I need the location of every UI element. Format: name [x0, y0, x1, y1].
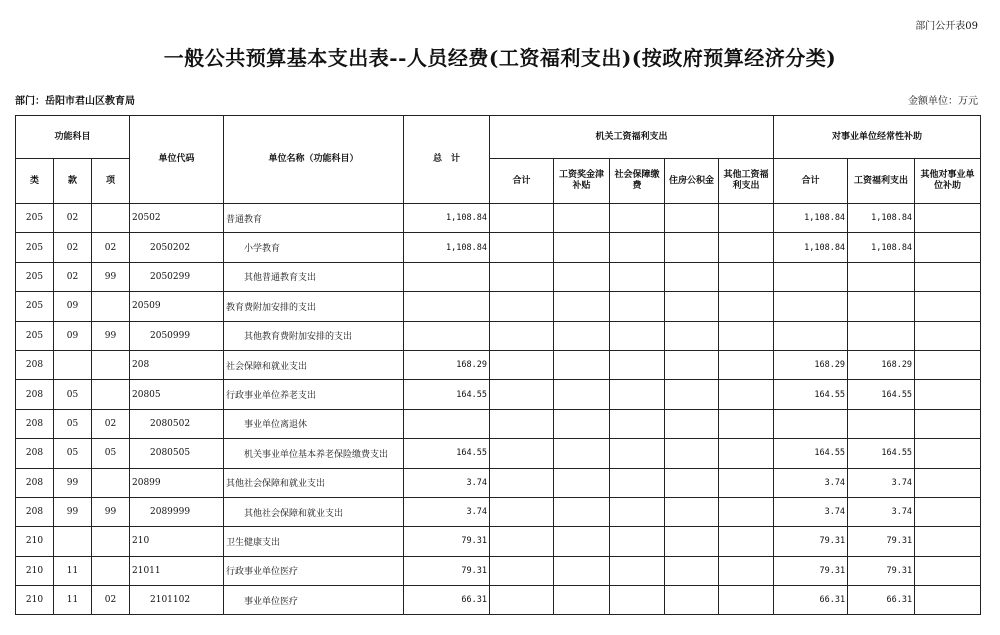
cell-kuan [54, 527, 92, 556]
cell-kuan: 02 [54, 204, 92, 233]
cell-org-housing [665, 380, 719, 409]
cell-kuan: 11 [54, 556, 92, 585]
cell-xiang: 99 [92, 321, 130, 350]
cell-inst-subtotal [774, 262, 848, 291]
cell-kuan: 99 [54, 468, 92, 497]
col-total: 总 计 [404, 116, 490, 204]
cell-kuan: 99 [54, 497, 92, 526]
cell-inst-wage: 164.55 [848, 439, 915, 468]
cell-total: 66.31 [404, 586, 490, 615]
cell-unit-code: 20509 [130, 292, 224, 321]
cell-unit-name: 其他社会保障和就业支出 [224, 468, 404, 497]
table-row [16, 233, 981, 262]
cell-xiang: 05 [92, 439, 130, 468]
table-row [16, 439, 981, 468]
cell-org-housing [665, 233, 719, 262]
cell-kuan [54, 350, 92, 379]
col-func-subject: 功能科目 [16, 116, 130, 159]
cell-inst-subtotal: 3.74 [774, 468, 848, 497]
cell-org-social [610, 292, 665, 321]
cell-org-social [610, 527, 665, 556]
cell-total: 168.29 [404, 350, 490, 379]
cell-org-social [610, 350, 665, 379]
col-inst-other: 其他对事业单位补助 [915, 159, 981, 204]
cell-kuan: 05 [54, 380, 92, 409]
cell-xiang: 99 [92, 497, 130, 526]
cell-unit-code: 2089999 [130, 497, 224, 526]
cell-inst-subtotal: 168.29 [774, 350, 848, 379]
cell-org-bonus [554, 321, 610, 350]
page-title: 一般公共预算基本支出表--人员经费(工资福利支出)(按政府预算经济分类) [163, 46, 837, 70]
budget-table [15, 115, 981, 615]
cell-lei: 210 [16, 556, 54, 585]
cell-org-subtotal [490, 497, 554, 526]
cell-lei: 210 [16, 586, 54, 615]
cell-kuan: 05 [54, 439, 92, 468]
cell-inst-subtotal: 164.55 [774, 380, 848, 409]
cell-xiang [92, 380, 130, 409]
cell-inst-wage: 66.31 [848, 586, 915, 615]
table-row [16, 409, 981, 438]
cell-xiang: 99 [92, 262, 130, 291]
cell-lei: 208 [16, 497, 54, 526]
cell-org-subtotal [490, 292, 554, 321]
table-row [16, 527, 981, 556]
cell-unit-code: 21011 [130, 556, 224, 585]
cell-inst-other [915, 321, 981, 350]
cell-inst-other [915, 233, 981, 262]
cell-lei: 205 [16, 292, 54, 321]
cell-org-subtotal [490, 321, 554, 350]
cell-org-bonus [554, 350, 610, 379]
cell-inst-other [915, 350, 981, 379]
cell-inst-other [915, 380, 981, 409]
table-row [16, 262, 981, 291]
cell-org-social [610, 321, 665, 350]
form-number: 部门公开表09 [915, 21, 978, 32]
cell-total: 164.55 [404, 380, 490, 409]
cell-unit-name: 其他社会保障和就业支出 [224, 497, 404, 526]
cell-kuan: 11 [54, 586, 92, 615]
table-row [16, 380, 981, 409]
cell-inst-wage [848, 321, 915, 350]
cell-inst-wage: 168.29 [848, 350, 915, 379]
cell-org-subtotal [490, 262, 554, 291]
col-unit-code: 单位代码 [130, 116, 224, 204]
table-row [16, 497, 981, 526]
cell-org-housing [665, 497, 719, 526]
cell-org-subtotal [490, 468, 554, 497]
cell-unit-name: 小学教育 [224, 233, 404, 262]
cell-inst-wage: 1,108.84 [848, 233, 915, 262]
cell-xiang: 02 [92, 586, 130, 615]
cell-org-bonus [554, 380, 610, 409]
cell-total: 164.55 [404, 439, 490, 468]
col-unit-name: 单位名称（功能科目） [224, 116, 404, 204]
cell-org-other [719, 586, 774, 615]
col-org-group: 机关工资福利支出 [490, 116, 774, 159]
table-row [16, 350, 981, 379]
cell-org-bonus [554, 527, 610, 556]
cell-inst-wage: 164.55 [848, 380, 915, 409]
cell-unit-name: 事业单位离退休 [224, 409, 404, 438]
cell-org-subtotal [490, 439, 554, 468]
cell-unit-code: 2050999 [130, 321, 224, 350]
cell-inst-subtotal: 79.31 [774, 527, 848, 556]
cell-unit-name: 机关事业单位基本养老保险缴费支出 [224, 439, 404, 468]
cell-org-housing [665, 262, 719, 291]
cell-org-subtotal [490, 380, 554, 409]
cell-unit-code: 20899 [130, 468, 224, 497]
cell-unit-name: 教育费附加安排的支出 [224, 292, 404, 321]
cell-lei: 205 [16, 262, 54, 291]
cell-total [404, 409, 490, 438]
cell-xiang [92, 350, 130, 379]
cell-unit-code: 2101102 [130, 586, 224, 615]
cell-xiang [92, 292, 130, 321]
cell-inst-subtotal: 66.31 [774, 586, 848, 615]
cell-org-other [719, 233, 774, 262]
cell-unit-code: 20502 [130, 204, 224, 233]
cell-unit-code: 208 [130, 350, 224, 379]
cell-kuan: 09 [54, 292, 92, 321]
cell-kuan: 02 [54, 233, 92, 262]
cell-org-housing [665, 586, 719, 615]
cell-inst-subtotal [774, 321, 848, 350]
cell-org-housing [665, 292, 719, 321]
cell-lei: 208 [16, 380, 54, 409]
cell-inst-wage [848, 292, 915, 321]
cell-org-social [610, 262, 665, 291]
col-lei: 类 [16, 159, 54, 204]
cell-unit-code: 2080502 [130, 409, 224, 438]
cell-org-subtotal [490, 204, 554, 233]
table-row [16, 204, 981, 233]
col-kuan: 款 [54, 159, 92, 204]
table-body [16, 204, 981, 615]
cell-unit-name: 行政事业单位医疗 [224, 556, 404, 585]
cell-org-social [610, 586, 665, 615]
cell-inst-wage: 3.74 [848, 468, 915, 497]
cell-inst-other [915, 468, 981, 497]
amount-unit-label: 金额单位：万元 [908, 96, 978, 107]
cell-org-subtotal [490, 527, 554, 556]
cell-inst-subtotal: 1,108.84 [774, 204, 848, 233]
cell-org-social [610, 204, 665, 233]
table-row [16, 586, 981, 615]
col-org-bonus: 工资奖金津补贴 [554, 159, 610, 204]
cell-lei: 208 [16, 409, 54, 438]
cell-inst-other [915, 409, 981, 438]
cell-xiang [92, 556, 130, 585]
cell-org-other [719, 468, 774, 497]
cell-lei: 208 [16, 468, 54, 497]
cell-org-social [610, 439, 665, 468]
table-row [16, 556, 981, 585]
cell-inst-other [915, 204, 981, 233]
cell-org-other [719, 292, 774, 321]
col-org-subtotal: 合计 [490, 159, 554, 204]
cell-inst-other [915, 586, 981, 615]
cell-unit-name: 其他教育费附加安排的支出 [224, 321, 404, 350]
cell-total [404, 262, 490, 291]
cell-org-other [719, 556, 774, 585]
cell-org-housing [665, 321, 719, 350]
cell-org-social [610, 233, 665, 262]
table-row [16, 468, 981, 497]
cell-org-bonus [554, 233, 610, 262]
cell-inst-subtotal: 164.55 [774, 439, 848, 468]
cell-unit-code: 2080505 [130, 439, 224, 468]
cell-xiang [92, 527, 130, 556]
cell-org-other [719, 497, 774, 526]
cell-inst-subtotal: 79.31 [774, 556, 848, 585]
cell-inst-wage [848, 262, 915, 291]
cell-org-bonus [554, 468, 610, 497]
cell-inst-wage: 1,108.84 [848, 204, 915, 233]
cell-kuan: 02 [54, 262, 92, 291]
cell-org-bonus [554, 409, 610, 438]
cell-lei: 205 [16, 204, 54, 233]
cell-xiang: 02 [92, 233, 130, 262]
cell-org-bonus [554, 586, 610, 615]
cell-lei: 205 [16, 233, 54, 262]
cell-org-subtotal [490, 350, 554, 379]
cell-org-housing [665, 204, 719, 233]
cell-org-other [719, 527, 774, 556]
cell-kuan: 05 [54, 409, 92, 438]
cell-total: 3.74 [404, 497, 490, 526]
col-org-housing: 住房公积金 [665, 159, 719, 204]
cell-inst-subtotal [774, 292, 848, 321]
cell-org-other [719, 204, 774, 233]
cell-org-other [719, 439, 774, 468]
cell-org-bonus [554, 497, 610, 526]
cell-org-housing [665, 527, 719, 556]
col-xiang: 项 [92, 159, 130, 204]
col-inst-group: 对事业单位经常性补助 [774, 116, 981, 159]
cell-unit-name: 社会保障和就业支出 [224, 350, 404, 379]
cell-org-social [610, 409, 665, 438]
cell-inst-other [915, 556, 981, 585]
cell-inst-other [915, 527, 981, 556]
cell-inst-other [915, 262, 981, 291]
cell-total [404, 292, 490, 321]
cell-org-other [719, 380, 774, 409]
cell-total: 1,108.84 [404, 204, 490, 233]
cell-total: 1,108.84 [404, 233, 490, 262]
cell-org-subtotal [490, 233, 554, 262]
cell-unit-name: 事业单位医疗 [224, 586, 404, 615]
cell-org-social [610, 468, 665, 497]
cell-org-other [719, 262, 774, 291]
cell-unit-name: 其他普通教育支出 [224, 262, 404, 291]
cell-lei: 205 [16, 321, 54, 350]
cell-total: 3.74 [404, 468, 490, 497]
cell-org-subtotal [490, 409, 554, 438]
cell-org-social [610, 497, 665, 526]
cell-org-other [719, 409, 774, 438]
col-org-other: 其他工资福利支出 [719, 159, 774, 204]
cell-xiang: 02 [92, 409, 130, 438]
cell-inst-other [915, 292, 981, 321]
cell-inst-other [915, 497, 981, 526]
cell-inst-subtotal: 3.74 [774, 497, 848, 526]
cell-inst-wage: 79.31 [848, 527, 915, 556]
cell-unit-code: 20805 [130, 380, 224, 409]
cell-org-housing [665, 409, 719, 438]
cell-unit-code: 210 [130, 527, 224, 556]
cell-org-other [719, 321, 774, 350]
cell-xiang [92, 204, 130, 233]
cell-total: 79.31 [404, 527, 490, 556]
cell-lei: 208 [16, 350, 54, 379]
table-row [16, 292, 981, 321]
cell-total [404, 321, 490, 350]
cell-unit-code: 2050202 [130, 233, 224, 262]
table-row [16, 321, 981, 350]
cell-org-bonus [554, 204, 610, 233]
cell-lei: 210 [16, 527, 54, 556]
cell-inst-wage [848, 409, 915, 438]
cell-org-housing [665, 350, 719, 379]
cell-inst-subtotal: 1,108.84 [774, 233, 848, 262]
cell-xiang [92, 468, 130, 497]
cell-unit-name: 卫生健康支出 [224, 527, 404, 556]
cell-unit-name: 行政事业单位养老支出 [224, 380, 404, 409]
col-org-social: 社会保障缴费 [610, 159, 665, 204]
cell-org-housing [665, 439, 719, 468]
cell-inst-other [915, 439, 981, 468]
cell-unit-name: 普通教育 [224, 204, 404, 233]
cell-org-bonus [554, 292, 610, 321]
cell-org-subtotal [490, 556, 554, 585]
cell-org-bonus [554, 262, 610, 291]
cell-org-other [719, 350, 774, 379]
cell-inst-wage: 3.74 [848, 497, 915, 526]
cell-org-bonus [554, 556, 610, 585]
cell-unit-code: 2050299 [130, 262, 224, 291]
col-inst-subtotal: 合计 [774, 159, 848, 204]
cell-org-subtotal [490, 586, 554, 615]
cell-kuan: 09 [54, 321, 92, 350]
department-label: 部门：岳阳市君山区教育局 [15, 96, 135, 107]
table-header [16, 116, 981, 204]
cell-inst-wage: 79.31 [848, 556, 915, 585]
cell-org-social [610, 556, 665, 585]
cell-org-bonus [554, 439, 610, 468]
cell-org-housing [665, 556, 719, 585]
cell-total: 79.31 [404, 556, 490, 585]
cell-lei: 208 [16, 439, 54, 468]
cell-inst-subtotal [774, 409, 848, 438]
cell-org-social [610, 380, 665, 409]
cell-org-housing [665, 468, 719, 497]
col-inst-wage: 工资福利支出 [848, 159, 915, 204]
